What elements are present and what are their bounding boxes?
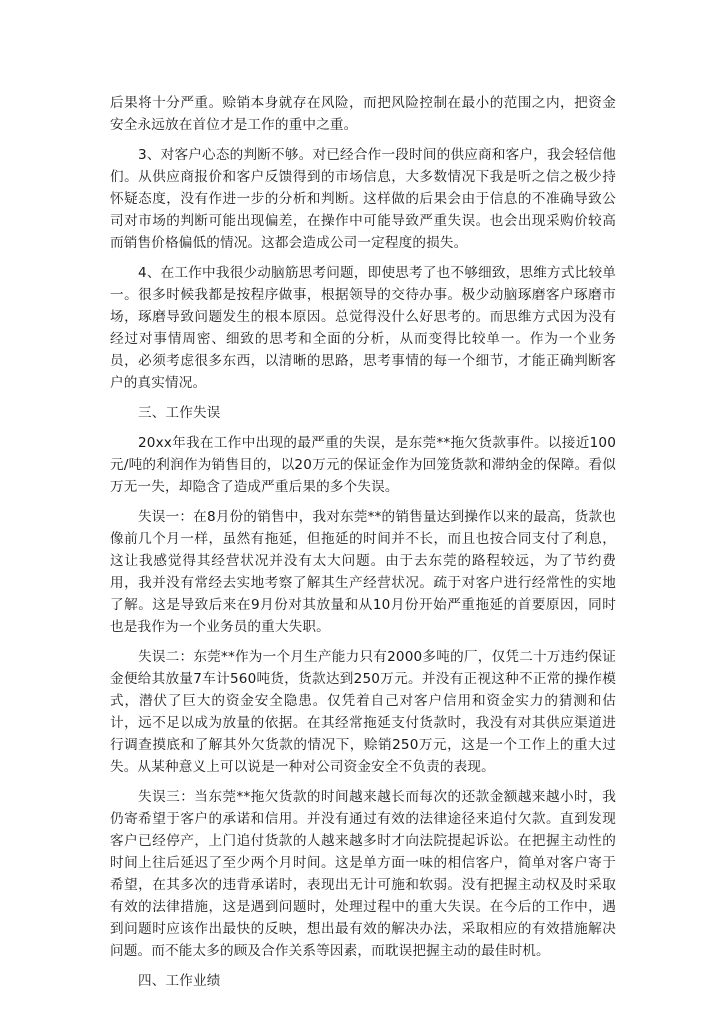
section-heading-work-performance: 四、工作业绩: [138, 973, 221, 989]
paragraph-mistake-2: 失误二：东莞**作为一个月生产能力只有2000多吨的厂，仅凭二十万违约保证金便给其放量7车计560吨货，货款达到250万元。并没有正视这种不正常的操作模式，潜伏了巨大的资金安全隐患。仅凭着自己对客户信用和资金实力的猜测和估计，远不足以成为放量的依据。在其经常拖延支付货款时，我没有对其供应渠道进行调查摸底和了解其外欠货款的情况下，赊销250万元，这是一个工作上的重大过失。从某种意义上可以说是一种对公司资金安全不负责的表现。: [110, 649, 616, 775]
paragraph-mistakes-intro: 20xx年我在工作中出现的最严重的失误，是东莞**拖欠货款事件。以接近100元/吨的利润作为销售目的，以20万元的保证金作为回笼货款和滞纳金的保障。看似万无一失，却隐含了造成严重后果的多个失误。: [110, 435, 616, 495]
paragraph-point-3: 3、对客户心态的判断不够。对已经合作一段时间的供应商和客户，我会轻信他们。从供应商报价和客户反馈得到的市场信息，大多数情况下我是听之信之极少持怀疑态度，没有作进一步的分析和判断。这样做的后果会由于信息的不准确导致公司对市场的判断可能出现偏差，在操作中可能导致严重失误。也会出现采购价较高而销售价格偏低的情况。这都会造成公司一定程度的损失。: [110, 147, 616, 251]
paragraph-risk-summary: 后果将十分严重。赊销本身就存在风险，而把风险控制在最小的范围之内，把资金安全永远放在首位才是工作的重中之重。: [110, 95, 616, 133]
document-body: [110, 92, 616, 1000]
paragraph-mistake-3: 失误三：当东莞**拖欠货款的时间越来越长而每次的还款金额越来越小时，我仍寄希望于客户的承诺和信用。并没有通过有效的法律途径来追付欠款。直到发现客户已经停产，上门追付货款的人越来越多时才向法院提起诉讼。在把握主动性的时间上往后延迟了至少两个月时间。这是单方面一味的相信客户，简单对客户寄于希望，在其多次的违背承诺时，表现出无计可施和软弱。没有把握主动权及时采取有效的法律措施，这是遇到问题时，处理过程中的重大失误。在今后的工作中，遇到问题时应该作出最快的反映，想出最有效的解决办法，采取相应的有效措施解决问题。而不能太多的顾及合作关系等因素，而耽误把握主动的最佳时机。: [110, 789, 616, 959]
section-heading-work-mistakes: 三、工作失误: [138, 405, 221, 421]
paragraph-mistake-1: 失误一：在8月份的销售中，我对东莞**的销售量达到操作以来的最高，货款也像前几个月一样，虽然有拖延，但拖延的时间并不长，而且也按合同支付了利息，这让我感觉得其经营状况并没有太大问题。由于去东莞的路程较远，为了节约费用，我并没有常经去实地考察了解其生产经营状况。疏于对客户进行经常性的实地了解。这是导致后来在9月份对其放量和从10月份开始严重拖延的首要原因，同时也是我作为一个业务员的重大失职。: [110, 509, 616, 635]
paragraph-point-4: 4、在工作中我很少动脑筋思考问题，即使思考了也不够细致，思维方式比较单一。很多时候我都是按程序做事，根据领导的交待办事。极少动脑琢磨客户琢磨市场，琢磨导致问题发生的根本原因。总觉得没什么好思考的。而思维方式因为没有经过对事情周密、细致的思考和全面的分析，从而变得比较单一。作为一个业务员，必须考虑很多东西，以清晰的思路，思考事情的每一个细节，才能正确判断客户的真实情况。: [110, 265, 616, 391]
